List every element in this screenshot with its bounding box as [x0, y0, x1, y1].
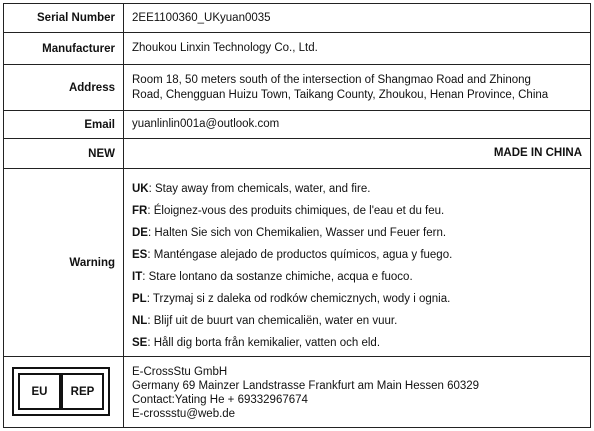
warning-line-de [132, 227, 446, 239]
serial-row [4, 4, 590, 33]
warning-line-nl [132, 315, 397, 327]
new-label: NEW [4, 139, 124, 168]
warning-label: Warning [4, 169, 124, 356]
warning-line-it [132, 271, 413, 283]
status-row [4, 139, 590, 169]
rep-contact: Contact:Yating He + 69332967674 [132, 394, 308, 406]
eu-rep-symbol-cell [4, 357, 124, 427]
warning-text-de: : Halten Sie sich von Chemikalien, Wasser und Feuer fern. [147, 227, 447, 239]
warning-text-pl: : Trzymaj si z daleka od rodków chemicznych, wody i ognia. [146, 293, 451, 305]
warning-line-pl [132, 293, 450, 305]
manufacturer-row [4, 33, 590, 65]
warning-line-se [132, 337, 380, 349]
warning-code-it: IT [132, 271, 143, 283]
warning-text-es: : Manténgase alejado de productos químicos, agua y fuego. [147, 249, 453, 261]
rep-address: Germany 69 Mainzer Landstrasse Frankfurt am Main Hessen 60329 [132, 380, 480, 392]
product-label-table [3, 3, 591, 428]
warning-text-nl: : Blijf uit de buurt van chemicaliën, water en vuur. [147, 315, 398, 327]
address-value [125, 65, 590, 110]
warning-code-es: ES [132, 249, 148, 261]
address-line-2: Road, Chengguan Huizu Town, Taikang County, Zhoukou, Henan Province, China [132, 88, 549, 101]
serial-label: Serial Number [4, 4, 124, 32]
warning-text-uk: : Stay away from chemicals, water, and fire. [148, 183, 371, 195]
warning-text-se: : Håll dig borta från kemikalier, vatten och eld. [147, 337, 381, 349]
manufacturer-value: Zhoukou Linxin Technology Co., Ltd. [132, 42, 318, 54]
rep-email: E-crossstu@web.de [132, 408, 236, 420]
eu-box: EU [18, 373, 61, 410]
warning-row [4, 169, 590, 357]
warning-code-de: DE [132, 227, 148, 239]
warning-line-fr [132, 205, 444, 217]
address-line-1: Room 18, 50 meters south of the intersection of Shangmao Road and Zhinong [132, 73, 531, 86]
warning-code-pl: PL [132, 293, 147, 305]
rep-box: REP [61, 373, 104, 410]
warning-code-nl: NL [132, 315, 148, 327]
warning-code-uk: UK [132, 183, 149, 195]
made-in-china-label: MADE IN CHINA [493, 147, 582, 159]
warning-code-fr: FR [132, 205, 148, 217]
manufacturer-label: Manufacturer [4, 33, 124, 64]
eu-rep-symbol [12, 367, 110, 416]
warning-code-se: SE [132, 337, 148, 349]
warning-line-es [132, 249, 452, 261]
email-value: yuanlinlin001a@outlook.com [132, 118, 280, 130]
email-label: Email [4, 111, 124, 138]
email-row [4, 111, 590, 139]
eu-rep-row [4, 357, 590, 427]
rep-company: E-CrossStu GmbH [132, 366, 228, 378]
serial-value: 2EE1100360_UKyuan0035 [132, 11, 271, 24]
warning-line-uk [132, 183, 370, 195]
address-row [4, 65, 590, 111]
warning-text-it: : Stare lontano da sostanze chimiche, acqua e fuoco. [142, 271, 413, 283]
eu-rep-details [132, 365, 479, 421]
warning-text-fr: : Éloignez-vous des produits chimiques, de l'eau et du feu. [147, 205, 445, 217]
address-label: Address [4, 65, 124, 110]
